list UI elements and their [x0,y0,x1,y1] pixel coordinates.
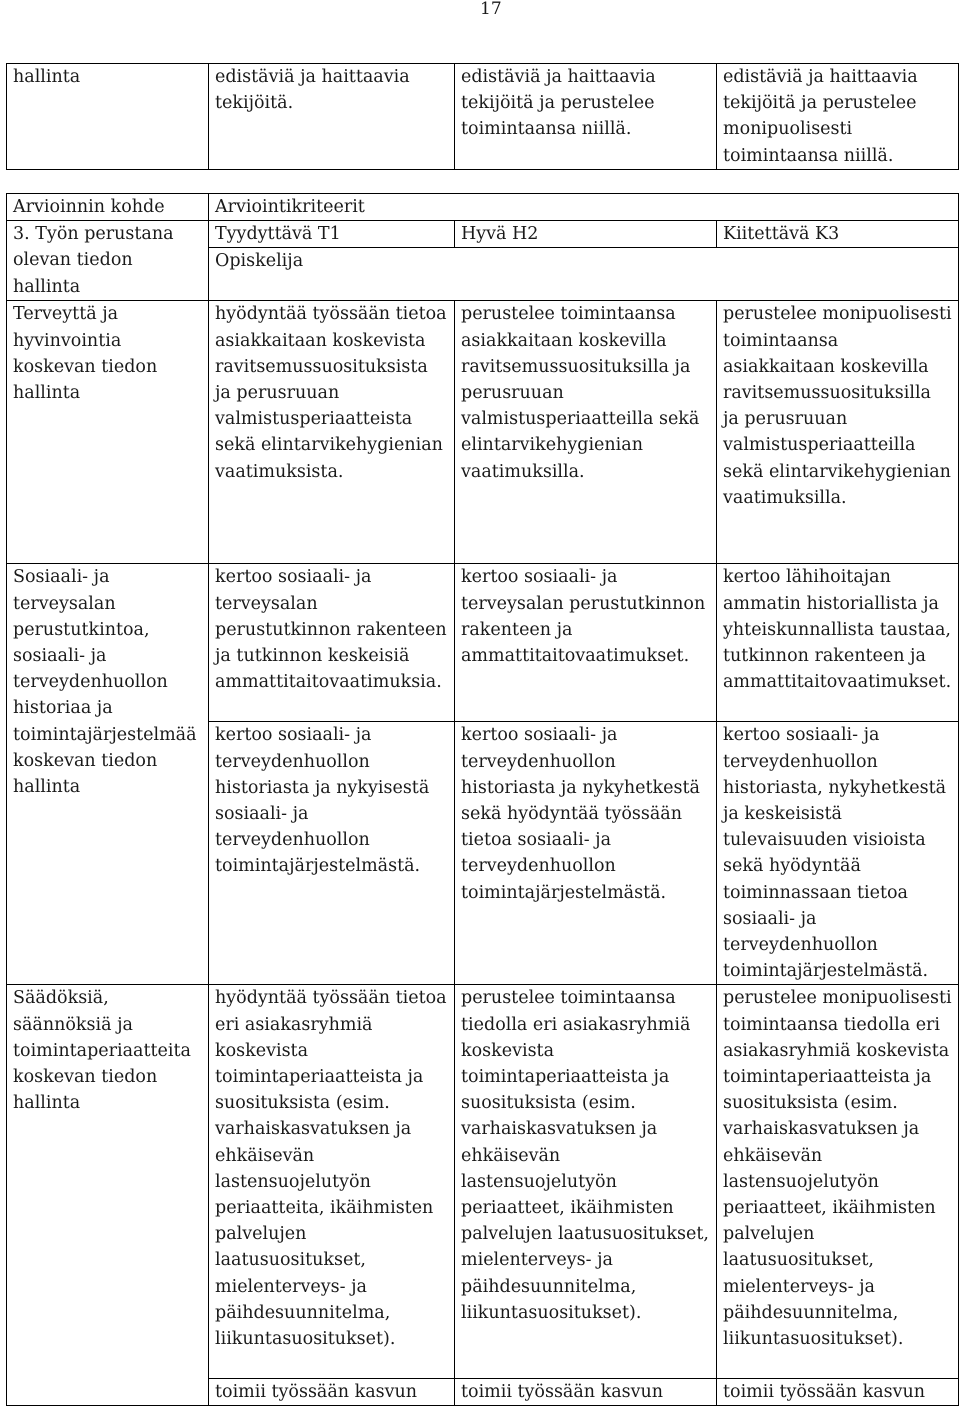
cell-t1: hyödyntää työssään tietoa eri asiakasryhmiä koskevista toimintaperiaatteista ja suosituksista (esim. varhaiskasvatuksen ja ehkäisevän lastensuojelutyön periaatteita, ikäihmisten palvelujen laatusuositukset, mielenterveys- ja päihdesuunnitelma, liikuntasuositukset). [209,985,455,1379]
cell-t1: kertoo sosiaali- ja terveydenhuollon historiasta ja nykyisestä sosiaali- ja terveydenhuollon toimintajärjestelmästä. [209,722,455,985]
level-k3: Kiitettävä K3 [717,221,959,248]
table-row [7,985,959,1379]
table-row [7,301,959,564]
level-row [7,221,959,248]
cell-k3: edistäviä ja haittaavia tekijöitä ja perustelee monipuolisesti toimintaansa niillä. [717,64,959,170]
cell-kohde: hallinta [7,64,209,170]
cell-t1: toimii työssään kasvun [209,1378,455,1405]
cell-kohde: Sosiaali- ja terveysalan perustutkintoa, sosiaali- ja terveydenhuollon historiaa ja toimintajärjestelmää koskevan tiedon hallinta [7,564,209,985]
cell-h2: toimii työssään kasvun [455,1378,717,1405]
cell-h2: perustelee toimintaansa asiakkaitaan koskevilla ravitsemussuosituksilla ja perusruuan valmistusperiaatteilla sekä elintarvikehygienian vaatimuksilla. [455,301,717,564]
cell-t1: kertoo sosiaali- ja terveysalan perustutkinnon rakenteen ja tutkinnon keskeisiä ammattitaitovaatimuksia. [209,564,455,722]
cell-k3: perustelee monipuolisesti toimintaansa tiedolla eri asiakasryhmiä koskevista toimintaperiaatteista ja suosituksista (esim. varhaiskasvatuksen ja ehkäisevän lastensuojelutyön periaatteet, ikäihmisten palvelujen laatusuositukset, mielenterveys- ja päihdesuunnitelma, liikuntasuositukset). [717,985,959,1379]
cell-kohde-empty [7,1378,209,1405]
table-row [7,64,959,170]
cell-h2: kertoo sosiaali- ja terveysalan perustutkinnon rakenteen ja ammattitaitovaatimukset. [455,564,717,722]
criteria-table-continued [6,63,959,170]
page-number: 17 [480,0,502,19]
header-kohde: Arvioinnin kohde [7,194,209,221]
table-row [7,1378,959,1405]
level-h2: Hyvä H2 [455,221,717,248]
cell-k3: kertoo lähihoitajan ammatin historiallista ja yhteiskunnallista taustaa, tutkinnon rakenteen ja ammattitaitovaatimukset. [717,564,959,722]
cell-k3: toimii työssään kasvun [717,1378,959,1405]
table-row [7,564,959,722]
header-row [7,194,959,221]
cell-kohde: Terveyttä ja hyvinvointia koskevan tiedon hallinta [7,301,209,564]
criteria-table [6,193,959,1406]
cell-kohde: Säädöksiä, säännöksiä ja toimintaperiaatteita koskevan tiedon hallinta [7,985,209,1379]
cell-h2: edistäviä ja haittaavia tekijöitä ja perustelee toimintaansa niillä. [455,64,717,170]
cell-t1: edistäviä ja haittaavia tekijöitä. [209,64,455,170]
cell-t1: hyödyntää työssään tietoa asiakkaitaan koskevista ravitsemussuosituksista ja perusruuan valmistusperiaatteista sekä elintarvikehygienian vaatimuksista. [209,301,455,564]
cell-k3: kertoo sosiaali- ja terveydenhuollon historiasta, nykyhetkestä ja keskeisistä tulevaisuuden visioista sekä hyödyntää toiminnassaan tietoa sosiaali- ja terveydenhuollon toimintajärjestelmästä. [717,722,959,985]
header-kriteerit: Arviointikriteerit [209,194,959,221]
cell-k3: perustelee monipuolisesti toimintaansa asiakkaitaan koskevilla ravitsemussuosituksilla ja perusruuan valmistusperiaatteilla sekä elintarvikehygienian vaatimuksilla. [717,301,959,564]
section-title: 3. Työn perustana olevan tiedon hallinta [7,221,209,301]
cell-h2: kertoo sosiaali- ja terveydenhuollon historiasta ja nykyhetkestä sekä hyödyntää työssään tietoa sosiaali- ja terveydenhuollon toimintajärjestelmästä. [455,722,717,985]
cell-h2: perustelee toimintaansa tiedolla eri asiakasryhmiä koskevista toimintaperiaatteista ja suosituksista (esim. varhaiskasvatuksen ja ehkäisevän lastensuojelutyön periaatteet, ikäihmisten palvelujen laatusuositukset, mielenterveys- ja päihdesuunnitelma, liikuntasuositukset). [455,985,717,1379]
opiskelija-label: Opiskelija [209,248,959,301]
level-t1: Tyydyttävä T1 [209,221,455,248]
